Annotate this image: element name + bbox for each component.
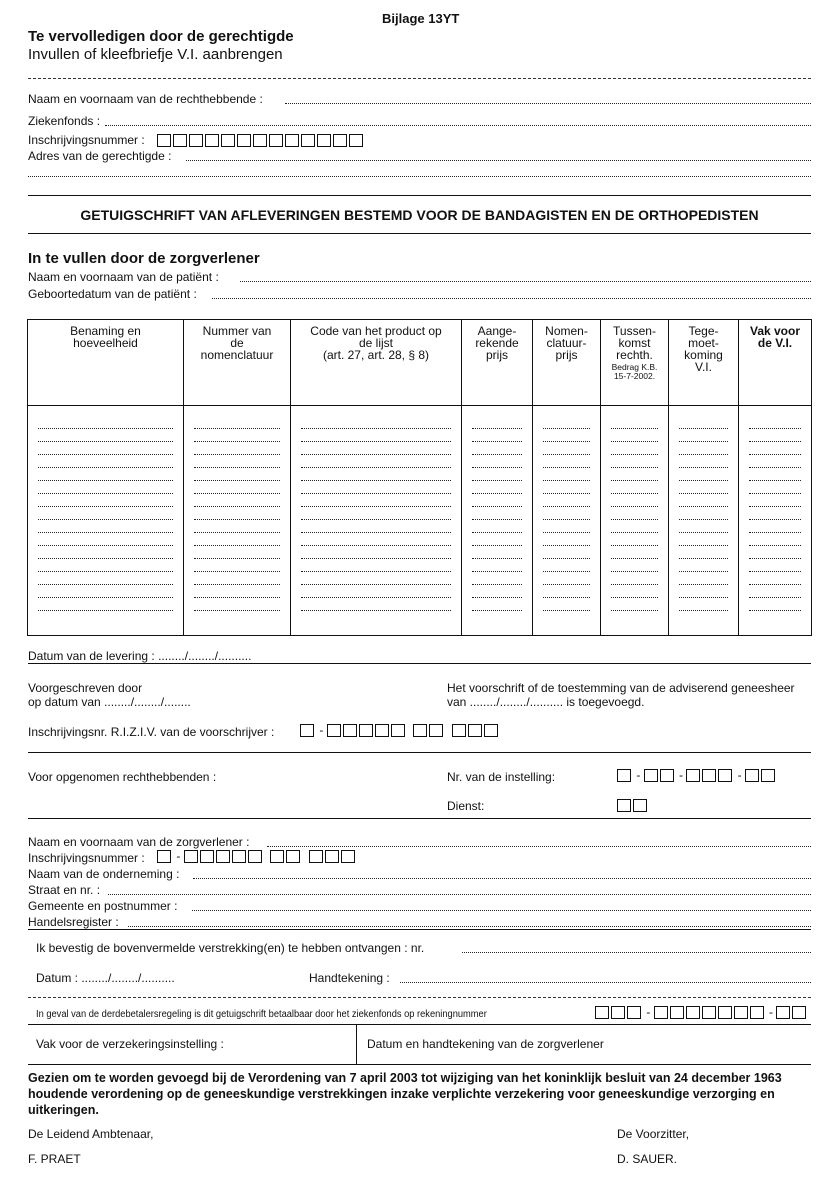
dotted-line[interactable]: [38, 585, 173, 598]
separator-line: [28, 997, 811, 998]
dotted-line[interactable]: [194, 429, 280, 442]
dotted-line[interactable]: [611, 533, 658, 546]
dotted-line[interactable]: [543, 585, 590, 598]
dotted-line[interactable]: [611, 546, 658, 559]
column-header: Tege- moet- koming V.I.: [669, 320, 739, 406]
dotted-line[interactable]: [543, 598, 590, 611]
dotted-line[interactable]: [543, 533, 590, 546]
dotted-line[interactable]: [472, 494, 522, 507]
right-signatory-name: D. SAUER.: [617, 1152, 678, 1166]
dotted-line[interactable]: [472, 546, 522, 559]
third-party-text: In geval van de derdebetalersregeling is dit getuigschrift betaalbaar door het ziekenfonds op rekeningnummer: [36, 1009, 487, 1020]
institution-boxes[interactable]: - - -: [617, 768, 777, 782]
address-field[interactable]: [186, 160, 811, 161]
street-label: Straat en nr. :: [28, 883, 101, 897]
advisory-text: Het voorschrift of de toestemming van de adviserend geneesheer: [447, 681, 795, 695]
account-number-boxes[interactable]: - -: [595, 1005, 808, 1019]
separator-line: [28, 929, 811, 930]
dotted-line[interactable]: [301, 442, 451, 455]
company-label: Naam van de onderneming :: [28, 867, 180, 881]
dotted-line[interactable]: [679, 585, 728, 598]
beneficiary-name-label: Naam en voornaam van de rechthebbende :: [28, 92, 263, 106]
dotted-line[interactable]: [38, 416, 173, 429]
dotted-line[interactable]: [543, 507, 590, 520]
dotted-line[interactable]: [194, 546, 280, 559]
fill-cell[interactable]: [291, 406, 462, 636]
signature-field[interactable]: [400, 982, 811, 983]
provider-section-heading: In te vullen door de zorgverlener: [28, 250, 260, 267]
company-field[interactable]: [193, 878, 811, 879]
provider-reg-boxes[interactable]: -: [157, 849, 357, 863]
trade-register-label: Handelsregister :: [28, 915, 119, 929]
box-divider: [356, 1024, 357, 1064]
dotted-line[interactable]: [543, 455, 590, 468]
dotted-line[interactable]: [749, 598, 801, 611]
dotted-line[interactable]: [472, 559, 522, 572]
fill-cell[interactable]: [462, 406, 533, 636]
dotted-line[interactable]: [749, 559, 801, 572]
dotted-line[interactable]: [543, 468, 590, 481]
separator-line: [28, 818, 811, 819]
dotted-line[interactable]: [543, 520, 590, 533]
dotted-line[interactable]: [194, 494, 280, 507]
dotted-line[interactable]: [543, 442, 590, 455]
dotted-line[interactable]: [472, 442, 522, 455]
dotted-line[interactable]: [472, 507, 522, 520]
dotted-line[interactable]: [611, 455, 658, 468]
dotted-line[interactable]: [38, 533, 173, 546]
dotted-line[interactable]: [194, 559, 280, 572]
footer-text: Gezien om te worden gevoegd bij de Verordening van 7 april 2003 tot wijziging van het koninklijk besluit van 24 december 1963 houdende verordening op de geneeskundige verstrekkingen inzake verplichte verzekering voor geneeskundige verzorging en uitkeringen.: [28, 1071, 782, 1117]
dotted-line[interactable]: [38, 507, 173, 520]
fill-cell[interactable]: [184, 406, 291, 636]
dotted-line[interactable]: [749, 533, 801, 546]
dotted-line[interactable]: [679, 481, 728, 494]
dotted-line[interactable]: [301, 533, 451, 546]
dotted-line[interactable]: [301, 481, 451, 494]
provider-reg-label: Inschrijvingsnummer :: [28, 851, 145, 865]
address-label: Adres van de gerechtigde :: [28, 149, 172, 163]
dotted-line[interactable]: [38, 559, 173, 572]
dotted-line[interactable]: [543, 546, 590, 559]
dotted-line[interactable]: [749, 416, 801, 429]
dotted-line[interactable]: [749, 429, 801, 442]
dotted-line[interactable]: [38, 546, 173, 559]
dotted-line[interactable]: [301, 494, 451, 507]
separator-line: [28, 78, 811, 79]
left-signatory-title: De Leidend Ambtenaar,: [28, 1127, 154, 1141]
dotted-line[interactable]: [194, 442, 280, 455]
admitted-label: Voor opgenomen rechthebbenden :: [28, 770, 217, 784]
beneficiary-reg-label: Inschrijvingsnummer :: [28, 133, 145, 147]
dotted-line[interactable]: [679, 468, 728, 481]
prescribed-by-label: Voorgeschreven door: [28, 681, 143, 695]
dotted-line[interactable]: [38, 429, 173, 442]
dotted-line[interactable]: [472, 533, 522, 546]
dotted-line[interactable]: [611, 429, 658, 442]
dotted-line[interactable]: [472, 598, 522, 611]
dotted-line[interactable]: [543, 572, 590, 585]
dotted-line[interactable]: [749, 585, 801, 598]
confirm-field[interactable]: [462, 952, 811, 953]
column-header: Nomen- clatuur- prijs: [533, 320, 601, 406]
date-label: Datum : ......../......../..........: [36, 971, 175, 985]
dotted-line[interactable]: [543, 481, 590, 494]
institution-label: Nr. van de instelling:: [447, 770, 556, 784]
provider-name-field[interactable]: [267, 846, 811, 847]
address-field-2[interactable]: [28, 176, 811, 177]
dotted-line[interactable]: [472, 520, 522, 533]
patient-name-field[interactable]: [240, 281, 811, 282]
dotted-line[interactable]: [611, 520, 658, 533]
dotted-line[interactable]: [679, 533, 728, 546]
dotted-line[interactable]: [679, 546, 728, 559]
beneficiary-heading: Te vervolledigen door de gerechtigde: [28, 28, 294, 45]
dotted-line[interactable]: [611, 559, 658, 572]
dotted-lines: [291, 406, 461, 617]
riziv-label: Inschrijvingsnr. R.I.Z.I.V. van de voorschrijver :: [28, 725, 275, 739]
dotted-line[interactable]: [679, 429, 728, 442]
dotted-line[interactable]: [301, 520, 451, 533]
separator-line: [28, 195, 811, 196]
dotted-lines: [184, 406, 290, 617]
left-signatory-name: F. PRAET: [28, 1152, 81, 1166]
dotted-line[interactable]: [543, 429, 590, 442]
dotted-line[interactable]: [472, 455, 522, 468]
dotted-line[interactable]: [679, 559, 728, 572]
column-header: Tussen- komst rechth. Bedrag K.B. 15-7-2002.: [601, 320, 669, 406]
birthdate-label: Geboortedatum van de patiënt :: [28, 287, 197, 301]
column-header: Nummer van de nomenclatuur: [184, 320, 291, 406]
beneficiary-name-field[interactable]: [285, 103, 811, 104]
beneficiary-reg-boxes[interactable]: [157, 132, 365, 150]
dotted-line[interactable]: [301, 598, 451, 611]
dotted-line[interactable]: [472, 585, 522, 598]
dotted-line[interactable]: [194, 572, 280, 585]
dotted-line[interactable]: [611, 442, 658, 455]
provider-name-label: Naam en voornaam van de zorgverlener :: [28, 835, 250, 849]
dotted-line[interactable]: [38, 468, 173, 481]
dotted-line[interactable]: [472, 468, 522, 481]
birthdate-field[interactable]: [212, 298, 811, 299]
column-header: Aange- rekende prijs: [462, 320, 533, 406]
dotted-line[interactable]: [611, 468, 658, 481]
riziv-boxes[interactable]: -: [300, 723, 500, 737]
dotted-line[interactable]: [472, 429, 522, 442]
fill-cell[interactable]: [669, 406, 739, 636]
dotted-lines: [462, 406, 532, 617]
dotted-line[interactable]: [301, 546, 451, 559]
dotted-line[interactable]: [194, 416, 280, 429]
dotted-line[interactable]: [543, 559, 590, 572]
dotted-line[interactable]: [194, 598, 280, 611]
column-header: Vak voor de V.I.: [739, 320, 812, 406]
deliveries-table: [27, 319, 812, 636]
dotted-line[interactable]: [749, 520, 801, 533]
dotted-line[interactable]: [301, 468, 451, 481]
beneficiary-subheading: Invullen of kleefbriefje V.I. aanbrengen: [28, 46, 283, 63]
separator-line: [28, 1024, 811, 1025]
dotted-line[interactable]: [679, 598, 728, 611]
dotted-line[interactable]: [749, 507, 801, 520]
dotted-lines: [669, 406, 738, 617]
dotted-line[interactable]: [543, 416, 590, 429]
fund-field[interactable]: [105, 125, 811, 126]
dotted-lines: [739, 406, 811, 617]
table-body-row: [28, 406, 812, 636]
dotted-line[interactable]: [611, 494, 658, 507]
delivery-date-label: Datum van de levering : ......../......../..........: [28, 649, 252, 663]
dotted-line[interactable]: [301, 416, 451, 429]
dotted-line[interactable]: [194, 455, 280, 468]
dotted-line[interactable]: [611, 572, 658, 585]
city-field[interactable]: [192, 910, 811, 911]
dotted-line[interactable]: [611, 507, 658, 520]
dotted-line[interactable]: [301, 585, 451, 598]
dotted-line[interactable]: [194, 468, 280, 481]
fill-cell[interactable]: [533, 406, 601, 636]
service-boxes[interactable]: [617, 797, 649, 815]
dotted-line[interactable]: [38, 598, 173, 611]
separator-line: [28, 233, 811, 234]
dotted-line[interactable]: [611, 481, 658, 494]
dotted-line[interactable]: [301, 507, 451, 520]
dotted-line[interactable]: [38, 494, 173, 507]
dotted-line[interactable]: [472, 572, 522, 585]
dotted-line[interactable]: [749, 481, 801, 494]
dotted-line[interactable]: [749, 546, 801, 559]
column-header: Code van het product op de lijst (art. 27, art. 28, § 8): [291, 320, 462, 406]
separator-line: [28, 1064, 811, 1065]
street-field[interactable]: [108, 894, 811, 895]
dotted-line[interactable]: [472, 416, 522, 429]
dotted-line[interactable]: [611, 416, 658, 429]
dotted-line[interactable]: [679, 455, 728, 468]
dotted-line[interactable]: [301, 559, 451, 572]
city-label: Gemeente en postnummer :: [28, 899, 178, 913]
dotted-line[interactable]: [38, 520, 173, 533]
dotted-line[interactable]: [38, 455, 173, 468]
dotted-line[interactable]: [679, 572, 728, 585]
annex-label: Bijlage 13YT: [382, 11, 460, 26]
dotted-line[interactable]: [679, 416, 728, 429]
table-header-row: [28, 320, 812, 406]
dotted-lines: [28, 406, 183, 617]
dotted-line[interactable]: [194, 585, 280, 598]
trade-register-field[interactable]: [128, 926, 811, 927]
dotted-line[interactable]: [611, 598, 658, 611]
dotted-line[interactable]: [611, 585, 658, 598]
dotted-line[interactable]: [749, 455, 801, 468]
confirm-label: Ik bevestig de bovenvermelde verstrekking(en) te hebben ontvangen : nr.: [36, 941, 425, 955]
dotted-line[interactable]: [38, 442, 173, 455]
dotted-lines: [601, 406, 668, 617]
provider-signature-box-label: Datum en handtekening van de zorgverlener: [367, 1037, 604, 1051]
dotted-line[interactable]: [749, 494, 801, 507]
dotted-line[interactable]: [749, 572, 801, 585]
fund-label: Ziekenfonds :: [28, 114, 101, 128]
dotted-line[interactable]: [194, 507, 280, 520]
right-signatory-title: De Voorzitter,: [617, 1127, 690, 1141]
dotted-line[interactable]: [38, 572, 173, 585]
fill-cell[interactable]: [28, 406, 184, 636]
dotted-line[interactable]: [749, 442, 801, 455]
advisory-text-2: van ......../......../.......... is toegevoegd.: [447, 695, 645, 709]
dotted-line[interactable]: [543, 494, 590, 507]
dotted-line[interactable]: [194, 533, 280, 546]
fill-cell[interactable]: [739, 406, 812, 636]
dotted-line[interactable]: [301, 429, 451, 442]
insurer-box-label: Vak voor de verzekeringsinstelling :: [36, 1037, 224, 1051]
dotted-line[interactable]: [679, 442, 728, 455]
fill-cell[interactable]: [601, 406, 669, 636]
column-header: Benaming en hoeveelheid: [28, 320, 184, 406]
form-title: GETUIGSCHRIFT VAN AFLEVERINGEN BESTEMD VOOR DE BANDAGISTEN EN DE ORTHOPEDISTEN: [80, 207, 759, 223]
dotted-line[interactable]: [301, 455, 451, 468]
dotted-lines: [533, 406, 600, 617]
dotted-line[interactable]: [679, 507, 728, 520]
prescribed-date-label: op datum van ......../......../........: [28, 695, 191, 709]
dotted-line[interactable]: [679, 494, 728, 507]
separator-line: [28, 663, 811, 664]
patient-name-label: Naam en voornaam van de patiënt :: [28, 270, 219, 284]
dotted-line[interactable]: [472, 481, 522, 494]
dotted-line[interactable]: [301, 572, 451, 585]
dotted-line[interactable]: [194, 520, 280, 533]
dotted-line[interactable]: [679, 520, 728, 533]
service-label: Dienst:: [447, 799, 485, 813]
signature-label: Handtekening :: [309, 971, 390, 985]
dotted-line[interactable]: [38, 481, 173, 494]
dotted-line[interactable]: [194, 481, 280, 494]
separator-line: [28, 752, 811, 753]
dotted-line[interactable]: [749, 468, 801, 481]
